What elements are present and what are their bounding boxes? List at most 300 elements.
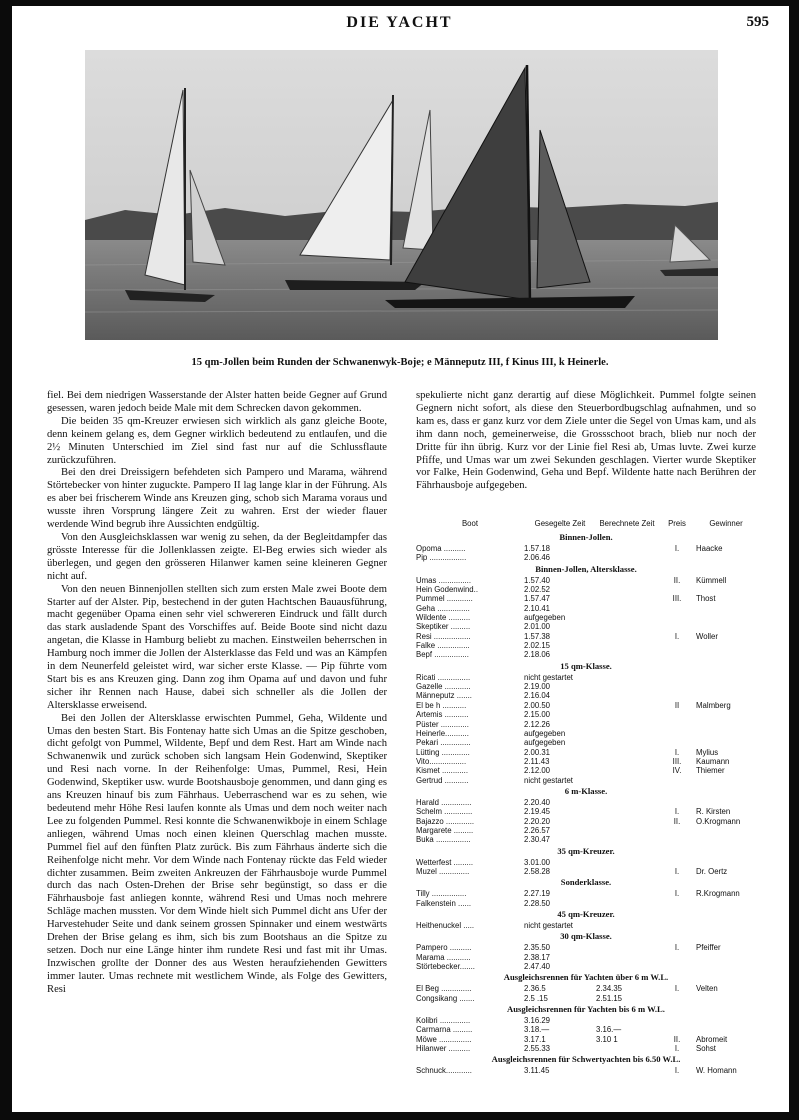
table-cell <box>696 691 756 700</box>
table-cell <box>596 867 658 876</box>
table-cell <box>696 776 756 785</box>
table-cell <box>696 738 756 747</box>
table-cell: Dr. Oertz <box>696 866 728 876</box>
table-cell <box>658 720 696 729</box>
table-cell <box>658 622 696 631</box>
table-cell <box>658 650 696 659</box>
table-cell: Hein Godenwind.. <box>416 585 478 595</box>
table-cell <box>658 738 696 747</box>
table-row <box>416 835 756 844</box>
section-title-row <box>416 876 756 889</box>
table-cell <box>596 720 658 729</box>
table-cell <box>658 858 696 867</box>
article-left-column <box>47 390 387 997</box>
table-row <box>416 585 756 594</box>
table-cell: II. <box>673 1034 681 1044</box>
table-cell: II <box>674 700 680 710</box>
table-cell <box>596 1066 658 1075</box>
table-cell <box>696 622 756 631</box>
scan-border-bottom <box>0 1112 799 1120</box>
article-paragraph: spekulierte nicht ganz derartig auf diese Möglichkeit. Pummel folgte seinen Gegnern nicht sofort, als diese den Steuerbordbugschlag aufnahmen, und so kam es, dass er ganz kurz vor dem Ziele unter die Segel von Umas kam, und als ihm dann noch, gemeinerweise, die Grossschoot brach, blieb nur noch der Dritte für ihn übrig. Kurz vor der Linie fiel Resi ab, Umas luvte. Zwei kurze Pfiffe, und Umas war um zwei Sekunden geschlagen. Vierter wurde Skeptiker vor Falke, Hein Godenwind, Geha und Bepf. Wildente hatte nach Berühren der Fährhausboje aufgegeben. <box>416 390 756 492</box>
table-cell: Kaumann <box>696 756 730 766</box>
table-cell: 3.11.45 <box>524 1066 550 1076</box>
article-paragraph: Bei den Jollen der Altersklasse erwischten Pummel, Geha, Wildente und Umas den besten Start. Bis Fontenay hatte sich Umas an die Spitze geschoben, dicht gefolgt von Pummel, Wildente, Bepf und dem Rest. Hart am Winde nach Schwanenwik und zurück schoben sich langsam Hein Godenwind, Skeptiker und Resi nach vorne. In der Reihenfolge: Umas, Pummel, Resi, Hein Godenwind, Skeptiker usw. wurde Bootshausboje genommen, und dann ging es ans Kreuzen hinauf bis zum Fährhaus. Ueberraschend war es zu sehen, wie bedeutend mehr Höhe Resi laufen konnte als Umas und dem noch weiter nach Lee zu folgenden Pummel. Resi konnte die Schwanenwikboje in einem Schlage anliegen, während Umas noch einen kleinen Querschlag machen musste. Pummel fiel auf den fünften Platz zurück. Bis zum Fährhaus änderte sich die Reihenfolge nicht mehr. Vor dem Winde nach Fontenay rückte das Feld wieder dichter zusammen. Beim zweiten Ankreuzen der Fährhausboje wurde Pummel durch das nach Osten-Drehen der Brise sehr begünstigt, so dass er die Fährhausboje fast anliegen konnte, während Resi und Umas noch mehrere Schläge machen mussten. Vor dem Winde hielt sich Pummel dicht ans Ufer der Harvestehuder Seite und dank seinem grossen Spinnaker und einem westwärts Drehen der Brise gelang es ihm, sich bis zum Bootshaus an die Spitze zu setzen. Doch nur eine Länge hinter ihm rundete Resi und fast mit ihr Umas. Inzwischen grollte der Donner des aus Westen heraufziehenden Gewitters immer lauter. Umas rechnete mit westlichem Winde, als Folge des Gewitters, Resi <box>47 712 387 995</box>
table-row <box>416 576 756 585</box>
table-cell <box>596 757 658 766</box>
table-row <box>416 720 756 729</box>
table-cell: Tilly ................ <box>416 889 467 899</box>
table-cell: 2.12.00 <box>524 766 551 776</box>
race-results-table <box>416 518 756 1076</box>
table-cell: R. Kirsten <box>696 807 731 817</box>
table-cell: I. <box>674 544 680 553</box>
column-header: Preis <box>668 519 686 528</box>
table-cell <box>658 604 696 613</box>
table-cell <box>596 921 658 930</box>
table-cell: Artemis ........... <box>416 710 469 720</box>
table-cell <box>596 613 658 622</box>
table-cell: El be h ........... <box>416 700 467 710</box>
scan-border-left <box>0 0 12 1120</box>
table-row <box>416 673 756 682</box>
table-cell <box>596 798 658 807</box>
table-cell <box>596 585 658 594</box>
table-cell <box>696 641 756 650</box>
article-paragraph: Von den neuen Binnenjollen stellten sich zum ersten Male zwei Boote dem Starter auf der Alster. Pip, bestechend in der guten Hachtschen Bauausführung, macht gegenüber Opama einen sehr viel schwereren Eindruck und fällt durch das stark ausladende Spant des Vorschiffes auf. Beide Boote sind nicht dazu angetan, die Klasse in Hamburg beliebt zu machen. Einstweilen beherrschen in Hamburg noch immer die Jollen der Alsterklasse das Feld und was an Kämpfen in dem Neunerfeld geleistet wird, war sicher erste Klasse. — Pip führte vom Start bis es ans Kreuzen ging. Dann zog ihm Opama auf und davon und fuhr sicher ihr Rennen nach Hause, dabei sich schneller als die Jollen der Altersklasse erweisend. <box>47 583 387 711</box>
table-cell <box>596 858 658 867</box>
table-cell: 2.47.40 <box>524 962 551 972</box>
table-cell: Pip ................. <box>416 553 467 563</box>
table-cell <box>596 576 658 585</box>
photo-caption: 15 qm-Jollen beim Runden der Schwanenwyk-Boje; e Männeputz III, f Kinus III, k Heinerle. <box>191 357 609 368</box>
section-title: 15 qm-Klasse. <box>560 660 612 671</box>
article-right-column <box>416 390 756 493</box>
table-row <box>416 691 756 700</box>
table-row <box>416 1035 756 1044</box>
table-cell: Resi ................. <box>416 631 471 641</box>
table-cell: Lütting ............. <box>416 747 470 757</box>
table-row <box>416 1044 756 1053</box>
table-row <box>416 613 756 622</box>
table-row <box>416 604 756 613</box>
table-cell <box>658 962 696 971</box>
table-cell <box>696 650 756 659</box>
table-row <box>416 650 756 659</box>
table-cell <box>596 817 658 826</box>
table-cell: I. <box>674 747 680 757</box>
section-title-row <box>416 563 756 576</box>
table-cell: Thiemer <box>696 766 725 776</box>
table-cell: Hilanwer .......... <box>416 1044 471 1054</box>
section-title-row <box>416 1003 756 1016</box>
table-row <box>416 738 756 747</box>
table-cell <box>658 613 696 622</box>
table-cell: Wildente .......... <box>416 613 471 623</box>
table-cell: Störtebecker....... <box>416 962 475 972</box>
page-number: 595 <box>746 14 769 30</box>
table-cell: R.Krogmann <box>696 889 740 899</box>
table-cell <box>596 738 658 747</box>
table-cell: nicht gestartet <box>524 775 573 785</box>
section-title: Ausgleichsrennen für Schwertyachten bis 6.50 W.L. <box>491 1054 681 1065</box>
table-cell: Kümmell <box>696 575 727 585</box>
section-title-row <box>416 660 756 673</box>
column-header: Gewinner <box>709 519 743 528</box>
table-cell <box>596 807 658 816</box>
table-cell <box>596 899 658 908</box>
table-cell: Heinerle........... <box>416 728 469 738</box>
table-cell <box>596 1044 658 1053</box>
section-title: 45 qm-Kreuzer. <box>557 909 615 919</box>
table-cell <box>658 776 696 785</box>
table-cell <box>658 826 696 835</box>
table-cell: W. Homann <box>696 1066 737 1076</box>
table-cell: 2.02.52 <box>524 585 551 595</box>
table-cell: I. <box>674 866 680 876</box>
table-cell <box>696 710 756 719</box>
table-cell: Buka ................ <box>416 835 471 845</box>
table-cell: 2.18.06 <box>524 650 551 660</box>
table-cell <box>658 710 696 719</box>
table-cell <box>596 544 658 553</box>
section-title: Ausgleichsrennen für Yachten über 6 m W.L. <box>503 972 669 983</box>
article-paragraph: Von den Ausgleichsklassen war wenig zu sehen, da der Begleitdampfer das grösste Interesse für die Jollenklassen zeigte. El-Beg erwies sich wieder als überlegen, und gegen den grösseren Hilanwer kamen seine kleineren Gegner nicht auf. <box>47 531 387 582</box>
table-cell: Marama ........... <box>416 952 471 962</box>
table-cell <box>696 553 756 562</box>
table-cell: 1.57.40 <box>524 575 551 585</box>
table-row <box>416 632 756 641</box>
table-cell <box>596 701 658 710</box>
table-row <box>416 544 756 553</box>
table-cell: Gertrud ........... <box>416 775 469 785</box>
table-row <box>416 729 756 738</box>
table-cell: Sohst <box>696 1044 716 1054</box>
table-cell <box>596 835 658 844</box>
table-cell: Püster ............. <box>416 719 469 729</box>
table-cell: 2.12.26 <box>524 719 551 729</box>
table-cell <box>596 962 658 971</box>
article-paragraph: Bei den drei Dreissigern befehdeten sich Pampero und Marama, während Störtebecker von hinter zuguckte. Pampero II lag lange klar in der Führung. Als es aber bei frischerem Winde ans Kreuzen ging, schob sich Marama voraus und wusste ihren Vorsprung längere Zeit zu wahren. Erst der wieder flauer werdende Wind begrub ihre Aussichten endgültig. <box>47 467 387 531</box>
table-cell: 2.51.15 <box>596 993 623 1003</box>
table-cell: I. <box>674 889 680 899</box>
table-cell: 2.01.00 <box>524 622 551 632</box>
table-cell: 3.17.1 <box>524 1034 546 1044</box>
table-cell <box>696 953 756 962</box>
table-row <box>416 858 756 867</box>
table-row <box>416 641 756 650</box>
table-cell <box>596 553 658 562</box>
table-cell <box>596 650 658 659</box>
table-cell: IV. <box>672 766 682 776</box>
article-paragraph: Die beiden 35 qm-Kreuzer erwiesen sich wirklich als ganz gleiche Boote, denn keinem gelang es, dem Gegner wirklich bedeutend zu entlaufen, und die 2½ Minuten Unterschied im Ziel sind fast nur auf die Schlussflaute zurückzuführen. <box>47 415 387 466</box>
scan-border-top <box>0 0 799 6</box>
table-row <box>416 962 756 971</box>
table-cell: Congsikang ....... <box>416 993 475 1003</box>
table-cell <box>658 729 696 738</box>
table-cell: Gazelle ............ <box>416 682 471 692</box>
table-row <box>416 817 756 826</box>
table-cell <box>596 632 658 641</box>
table-cell: 2.19.00 <box>524 682 551 692</box>
table-cell <box>696 673 756 682</box>
column-header: Boot <box>461 519 479 528</box>
table-cell: 2.36.5 <box>524 984 546 994</box>
table-cell: 3.01.00 <box>524 857 551 867</box>
table-cell: Bepf ................ <box>416 650 469 660</box>
section-title: Binnen-Jollen. <box>559 532 613 542</box>
table-cell <box>696 720 756 729</box>
table-cell: II. <box>673 816 681 826</box>
section-title-row <box>416 845 756 858</box>
table-cell: 2.58.28 <box>524 866 551 876</box>
section-title-row <box>416 785 756 798</box>
section-title-row <box>416 930 756 943</box>
table-row <box>416 594 756 603</box>
table-cell: Schelm ............. <box>416 807 473 817</box>
table-cell <box>696 921 756 930</box>
table-cell: Malmberg <box>696 700 731 710</box>
table-cell: 2.00.31 <box>524 747 551 757</box>
table-row <box>416 776 756 785</box>
table-row <box>416 1066 756 1075</box>
table-cell <box>658 1016 696 1025</box>
table-cell: Harald .............. <box>416 797 472 807</box>
table-cell: Wetterfest ......... <box>416 857 474 867</box>
section-title: 30 qm-Klasse. <box>560 931 612 942</box>
section-title: Sonderklasse. <box>560 877 612 888</box>
table-cell <box>696 994 756 1003</box>
table-cell <box>658 798 696 807</box>
table-cell: I. <box>674 943 680 953</box>
table-cell <box>596 943 658 952</box>
table-cell: 2.5 .15 <box>524 993 548 1003</box>
table-cell <box>658 899 696 908</box>
table-row <box>416 921 756 930</box>
table-cell: 2.02.15 <box>524 641 551 651</box>
table-cell: 2.19.45 <box>524 807 551 817</box>
table-cell: Pfeiffer <box>696 943 721 953</box>
table-cell <box>696 585 756 594</box>
table-cell: Opoma .......... <box>416 544 466 553</box>
table-cell <box>596 594 658 603</box>
table-cell <box>696 682 756 691</box>
table-row <box>416 622 756 631</box>
table-row <box>416 867 756 876</box>
column-header: Berechnete Zeit <box>599 519 655 528</box>
results-header-row <box>416 518 756 531</box>
table-row <box>416 757 756 766</box>
table-cell: 2.00.50 <box>524 700 551 710</box>
table-cell: Muzel .............. <box>416 866 470 876</box>
table-cell <box>696 729 756 738</box>
table-cell: 2.34.35 <box>596 984 623 994</box>
table-cell: 2.15.00 <box>524 710 551 720</box>
table-cell <box>596 1016 658 1025</box>
section-title: 35 qm-Kreuzer. <box>557 845 615 856</box>
table-row <box>416 682 756 691</box>
table-cell: 2.16.04 <box>524 691 551 701</box>
table-cell: Woller <box>696 631 718 641</box>
table-cell: 2.26.57 <box>524 825 551 835</box>
section-title: Binnen-Jollen, Altersklasse. <box>535 563 637 574</box>
table-cell: 2.35.50 <box>524 943 551 953</box>
results-body <box>416 531 756 1076</box>
table-cell: 2.55.33 <box>524 1044 551 1054</box>
table-cell: 2.27.19 <box>524 889 551 899</box>
table-cell: Skeptiker ......... <box>416 622 471 632</box>
table-cell: 2.38.17 <box>524 952 551 962</box>
table-cell: Geha ............... <box>416 603 470 613</box>
table-cell: Vito................. <box>416 756 467 766</box>
table-row <box>416 943 756 952</box>
table-cell: III. <box>672 594 682 604</box>
table-cell: I. <box>674 1066 680 1076</box>
table-row <box>416 553 756 562</box>
table-cell: Umas ............... <box>416 575 472 585</box>
table-row <box>416 798 756 807</box>
table-cell <box>658 682 696 691</box>
table-row <box>416 701 756 710</box>
table-cell: I. <box>674 984 680 994</box>
table-cell <box>658 994 696 1003</box>
section-title-row <box>416 1053 756 1066</box>
table-cell <box>596 641 658 650</box>
table-cell: aufgegeben <box>524 738 566 748</box>
magazine-title: DIE YACHT <box>346 14 453 31</box>
table-cell: 3.18.— <box>524 1025 550 1035</box>
table-cell <box>596 826 658 835</box>
table-cell: Thost <box>696 594 716 604</box>
table-cell: 3.16.29 <box>524 1016 551 1026</box>
table-cell: Männeputz ....... <box>416 691 472 701</box>
table-cell <box>696 962 756 971</box>
table-cell <box>658 673 696 682</box>
table-cell: Margarete ......... <box>416 825 474 835</box>
table-cell <box>658 953 696 962</box>
section-title-row <box>416 971 756 984</box>
table-cell <box>596 776 658 785</box>
column-header: Gesegelte Zeit <box>534 519 586 528</box>
table-cell <box>596 889 658 898</box>
table-cell <box>596 766 658 775</box>
table-cell: Pampero .......... <box>416 943 472 953</box>
table-cell: III. <box>672 756 682 766</box>
table-row <box>416 766 756 775</box>
table-cell <box>596 729 658 738</box>
table-cell: Haacke <box>696 544 723 553</box>
table-row <box>416 807 756 816</box>
scan-border-right <box>789 0 799 1120</box>
table-cell <box>596 748 658 757</box>
table-cell <box>696 1016 756 1025</box>
table-cell <box>658 585 696 594</box>
table-cell: I. <box>674 1044 680 1054</box>
table-cell <box>696 613 756 622</box>
table-row <box>416 984 756 993</box>
table-cell <box>696 604 756 613</box>
table-cell <box>696 1025 756 1034</box>
table-cell: Mylius <box>696 747 719 757</box>
table-cell: 3.16.— <box>596 1025 622 1035</box>
section-title: 6 m-Klasse. <box>564 785 608 796</box>
table-cell <box>696 798 756 807</box>
table-row <box>416 1025 756 1034</box>
table-cell: El Beg .............. <box>416 984 472 994</box>
table-cell: 1.57.47 <box>524 594 551 604</box>
table-cell: nicht gestartet <box>524 672 573 682</box>
table-cell <box>696 899 756 908</box>
table-row <box>416 889 756 898</box>
table-cell: Pekari .............. <box>416 738 471 748</box>
table-cell <box>696 826 756 835</box>
table-cell <box>596 604 658 613</box>
table-cell: Falkenstein ...... <box>416 898 472 908</box>
table-row <box>416 710 756 719</box>
section-title: Ausgleichsrennen für Yachten bis 6 m W.L. <box>507 1004 665 1015</box>
table-cell: Kismet ............ <box>416 766 468 776</box>
table-cell: Carmarna ......... <box>416 1025 473 1035</box>
table-cell: 2.20.20 <box>524 816 551 826</box>
table-cell: Ricati ............... <box>416 672 471 682</box>
table-cell: II. <box>673 575 681 585</box>
table-cell: 3.10 1 <box>596 1034 618 1044</box>
table-cell: Möwe ............... <box>416 1034 472 1044</box>
table-cell <box>596 710 658 719</box>
table-cell: 2.11.43 <box>524 756 550 766</box>
table-row <box>416 1016 756 1025</box>
table-cell <box>658 641 696 650</box>
table-cell <box>596 953 658 962</box>
table-cell: Bajazzo ............. <box>416 816 475 826</box>
table-cell: Heithenuckel ..... <box>416 921 475 930</box>
table-cell <box>658 921 696 930</box>
table-cell: 2.06.46 <box>524 553 551 563</box>
table-cell <box>596 622 658 631</box>
table-cell: 2.28.50 <box>524 898 551 908</box>
table-cell: Abromeit <box>696 1034 728 1044</box>
table-cell: Schnuck............ <box>416 1066 472 1076</box>
table-cell <box>696 835 756 844</box>
table-cell: Falke ............... <box>416 641 470 651</box>
table-cell: 2.30.47 <box>524 835 551 845</box>
table-cell: 1.57.38 <box>524 631 551 641</box>
article-paragraph: fiel. Bei dem niedrigen Wasserstande der Alster hatten beide Gegner auf Grund gesessen, waren jedoch beide Male mit dem Schrecken davon gekommen. <box>47 390 387 414</box>
table-cell <box>696 858 756 867</box>
table-cell: Kolibri .............. <box>416 1016 471 1026</box>
table-cell: aufgegeben <box>524 613 566 623</box>
table-cell: Pummel ............ <box>416 594 473 604</box>
table-cell <box>658 1025 696 1034</box>
table-cell: I. <box>674 807 680 817</box>
table-row <box>416 953 756 962</box>
table-row <box>416 994 756 1003</box>
table-cell <box>658 691 696 700</box>
section-title-row <box>416 531 756 544</box>
table-cell <box>658 835 696 844</box>
table-cell: aufgegeben <box>524 728 566 738</box>
table-cell: 2.20.40 <box>524 797 551 807</box>
table-cell: Velten <box>696 984 718 994</box>
table-cell: O.Krogmann <box>696 816 741 826</box>
table-cell <box>596 682 658 691</box>
table-cell: 1.57.18 <box>524 544 551 553</box>
table-cell: I. <box>674 631 680 641</box>
sailing-photo <box>85 50 718 340</box>
table-cell: nicht gestartet <box>524 921 573 930</box>
table-cell <box>596 673 658 682</box>
section-title-row <box>416 908 756 921</box>
table-cell <box>658 553 696 562</box>
